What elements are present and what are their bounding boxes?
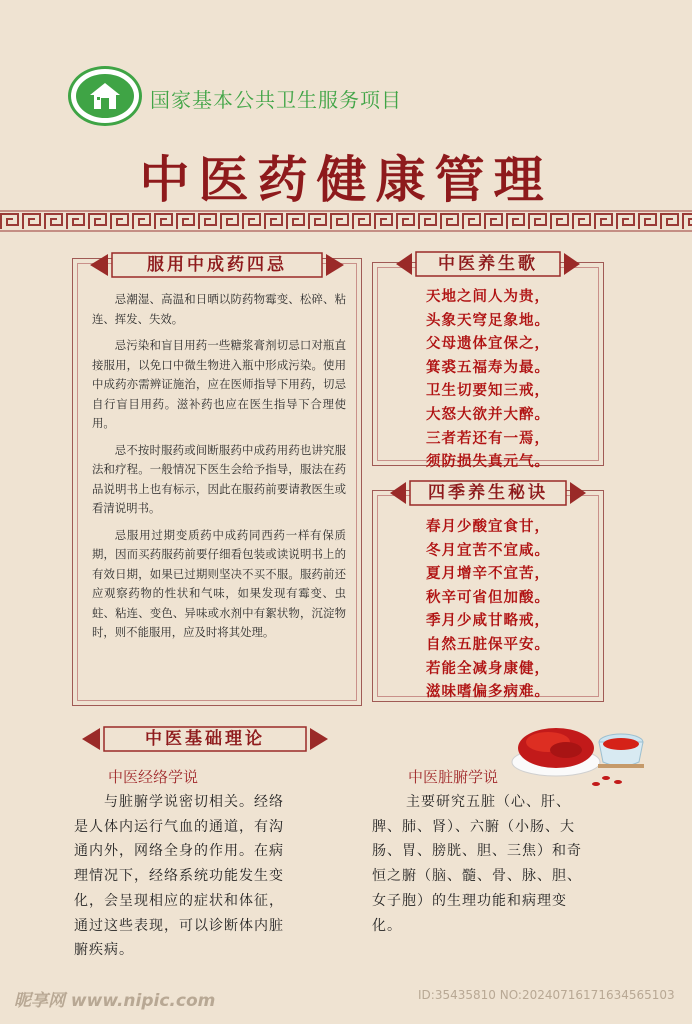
basic-theory-banner — [80, 724, 330, 754]
image-id-watermark: ID:35435810 NO:20240716171634565103 — [418, 988, 675, 1002]
verse-line: 夏月增辛不宜苦， — [426, 565, 550, 583]
health-song-heading: 中医养生歌 — [438, 254, 538, 274]
health-song-verses — [380, 285, 596, 474]
verse-line: 春月少酸宜食甘， — [426, 518, 550, 535]
verse-line: 须防损失真元气。 — [426, 453, 550, 471]
taboo-paragraph: 忌不按时服药或间断服药中成药用药也讲究服法和疗程。一般情况下医生会给予指导，服法在药品说明书上也有标示，因此在服药前要请教医生或看清说明书。 — [92, 442, 346, 515]
site-watermark: 昵享网 www.nipic.com — [14, 991, 216, 1011]
verse-line: 头象天穹足象地。 — [426, 311, 550, 329]
body-line: 化。 — [372, 917, 402, 934]
medicine-taboos-banner — [88, 250, 346, 280]
verse-line: 冬月宜苦不宜咸。 — [426, 541, 550, 559]
organ-theory-title: 中医脏腑学说 — [408, 768, 499, 786]
organ-theory-text — [372, 790, 638, 938]
body-line: 女子胞）的生理功能和病理变 — [372, 892, 567, 909]
body-line: 与脏腑学说密切相关。经络 — [104, 794, 284, 810]
body-line: 腑疾病。 — [74, 942, 134, 959]
medicine-taboos-heading: 服用中成药四忌 — [147, 255, 287, 275]
medicine-taboos-text — [92, 290, 346, 650]
body-line: 通过这些表现，可以诊断体内脏 — [74, 917, 284, 934]
body-line: 理情况下，经络系统功能发生变 — [74, 868, 284, 885]
taboo-paragraph: 忌污染和盲目用药一些糖浆膏剂切忌口对瓶直接服用，以免口中微生物进入瓶中形成污染。使用中成药亦需辨证施治，应在医师指导下用药，切忌自行盲目用药。滋补药也应在医生指导下合理使用。 — [92, 338, 346, 430]
basic-theory-heading: 中医基础理论 — [145, 729, 265, 749]
fret-border — [0, 210, 692, 232]
season-secrets-verses — [380, 515, 596, 704]
body-line: 恒之腑（脑、髓、骨、脉、胆、 — [372, 868, 582, 885]
body-line: 化，会呈现相应的症状和体征， — [74, 892, 284, 909]
public-health-logo — [68, 66, 142, 126]
goji-berry-image — [508, 700, 648, 790]
body-line: 通内外，网络全身的作用。在病 — [74, 843, 284, 860]
verse-line: 自然五脏保平安。 — [426, 635, 550, 653]
verse-line: 滋味嗜偏多病难。 — [426, 683, 550, 701]
verse-line: 秋辛可省但加酸。 — [426, 588, 550, 606]
verse-line: 季月少咸甘略戒， — [426, 612, 550, 630]
verse-line: 箕裘五福寿为最。 — [426, 358, 550, 376]
verse-line: 若能全减身康健， — [426, 659, 550, 677]
project-name: 国家基本公共卫生服务项目 — [150, 88, 402, 112]
body-line: 主要研究五脏（心、肝、 — [406, 794, 571, 810]
page-title: 中医药健康管理 — [139, 150, 553, 209]
verse-line: 大怒大欲并大醉。 — [426, 405, 550, 423]
season-secrets-heading: 四季养生秘诀 — [428, 483, 548, 503]
body-line: 是人体内运行气血的通道，有沟 — [74, 818, 284, 835]
verse-line: 天地之间人为贵， — [426, 288, 550, 305]
verse-line: 卫生切要知三戒， — [426, 382, 550, 400]
body-line: 肠、胃、膀胱、胆、三焦）和奇 — [372, 843, 582, 860]
taboo-paragraph: 忌潮湿、高温和日晒以防药物霉变、松碎、粘连、挥发、失效。 — [92, 292, 346, 326]
verse-line: 三者若还有一焉， — [426, 429, 550, 447]
meridian-theory-text — [74, 790, 364, 963]
health-song-banner — [394, 249, 582, 279]
verse-line: 父母遗体宜保之， — [426, 335, 550, 353]
body-line: 脾、肺、肾）、六腑（小肠、大 — [372, 818, 575, 835]
meridian-theory-title: 中医经络学说 — [108, 768, 199, 786]
house-icon — [88, 81, 122, 111]
taboo-paragraph: 忌服用过期变质药中成药同西药一样有保质期，因而买药服药前要仔细看包装或读说明书上的有效日期，如果已过期则坚决不买不服。服药前还应观察药物的性状和气味，如果发现有霉变、虫蛀、粘连、变色、异味或水剂中有絮状物，沉淀物时，则不能服用，应及时将其处理。 — [92, 527, 346, 639]
season-secrets-banner — [388, 478, 588, 508]
